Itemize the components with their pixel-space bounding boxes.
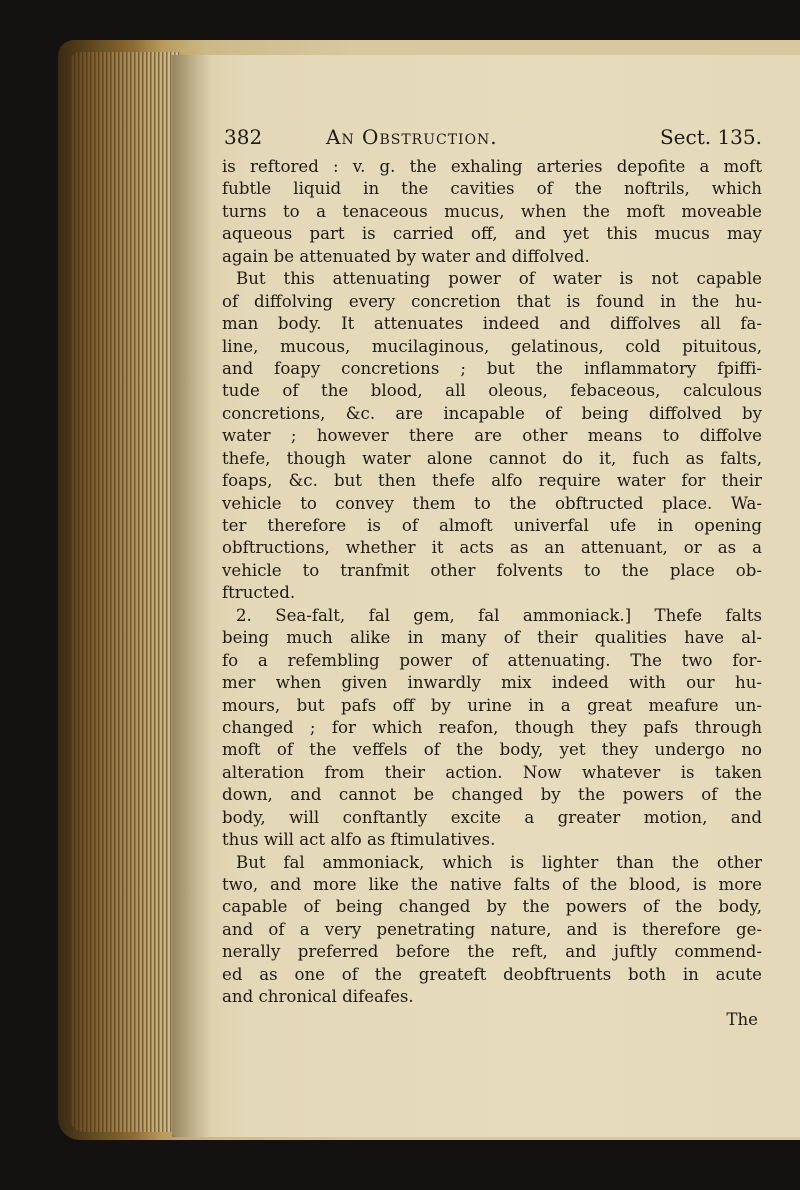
- text-line: down, and cannot be changed by the powers of the: [222, 785, 762, 805]
- text-line: water ; however there are other means to diffolve: [222, 426, 762, 446]
- text-line: thus will act alfo as ftimulatives.: [222, 830, 496, 850]
- text-line: changed ; for which reafon, though they pafs through: [222, 717, 762, 737]
- text-line: nerally preferred before the reft, and juftly commend-: [222, 942, 762, 962]
- text-line: But fal ammoniack, which is lighter than the other: [236, 852, 762, 872]
- text-line: again be attenuated by water and diffolved.: [222, 246, 590, 266]
- page-number: 382: [224, 125, 263, 149]
- text-line: and chronical difeafes.: [222, 987, 414, 1007]
- page-edges: [70, 52, 180, 1132]
- text-line: 2. Sea-falt, fal gem, fal ammoniack.] Thefe falts: [236, 605, 762, 625]
- text-line: capable of being changed by the powers of the body,: [222, 897, 762, 917]
- section-number: Sect. 135.: [659, 125, 762, 149]
- text-line: body, will conftantly excite a greater motion, and: [222, 807, 762, 827]
- text-line: mer when given inwardly mix indeed with our hu-: [222, 673, 762, 693]
- text-line: is reftored : v. g. the exhaling arteries depofite a moft: [222, 157, 762, 176]
- text-line: being much alike in many of their qualities have al-: [222, 628, 762, 648]
- text-line: man body. It attenuates indeed and diffolves all fa-: [222, 314, 762, 334]
- text-line: alteration from their action. Now whatever is taken: [222, 762, 762, 782]
- text-line: vehicle to convey them to the obftructed place. Wa-: [222, 493, 762, 513]
- catchword: The: [726, 1009, 758, 1029]
- gutter-shadow: [172, 55, 212, 1137]
- text-line: ter therefore is of almoft univerfal ufe in opening: [222, 516, 762, 535]
- text-line: and of a very penetrating nature, and is therefore ge-: [222, 919, 762, 939]
- text-line: of diffolving every concretion that is found in the hu-: [222, 291, 762, 311]
- text-line: ed as one of the greateft deobftruents both in acute: [222, 964, 762, 984]
- text-line: and foapy concretions ; but the inflammatory fpiffi-: [222, 358, 762, 378]
- text-line: line, mucous, mucilaginous, gelatinous, cold pituitous,: [222, 336, 762, 356]
- text-line: vehicle to tranfmit other folvents to the place ob-: [222, 560, 762, 580]
- text-line: But this attenuating power of water is not capable: [236, 269, 762, 289]
- running-head: [222, 122, 762, 152]
- text-line: turns to a tenaceous mucus, when the moft moveable: [222, 201, 762, 221]
- text-line: fo a refembling power of attenuating. The two for-: [222, 650, 762, 670]
- page-content: [222, 122, 762, 1031]
- running-title: An Obstruction.: [326, 125, 498, 149]
- text-line: aqueous part is carried off, and yet this mucus may: [222, 224, 762, 244]
- body-text: [222, 156, 762, 1009]
- text-line: tude of the blood, all oleous, febaceous, calculous: [222, 381, 762, 401]
- text-line: thefe, though water alone cannot do it, fuch as falts,: [222, 448, 762, 468]
- text-line: mours, but pafs off by urine in a great meafure un-: [222, 695, 762, 715]
- text-line: two, and more like the native falts of the blood, is more: [222, 875, 762, 894]
- text-line: fubtle liquid in the cavities of the noftrils, which: [222, 179, 762, 199]
- text-line: ftructed.: [222, 583, 296, 603]
- text-line: obftructions, whether it acts as an attenuant, or as a: [222, 538, 762, 558]
- text-line: moft of the veffels of the body, yet they undergo no: [222, 740, 762, 760]
- text-line: concretions, &c. are incapable of being diffolved by: [222, 403, 762, 423]
- text-line: foaps, &c. but then thefe alfo require water for their: [222, 471, 762, 491]
